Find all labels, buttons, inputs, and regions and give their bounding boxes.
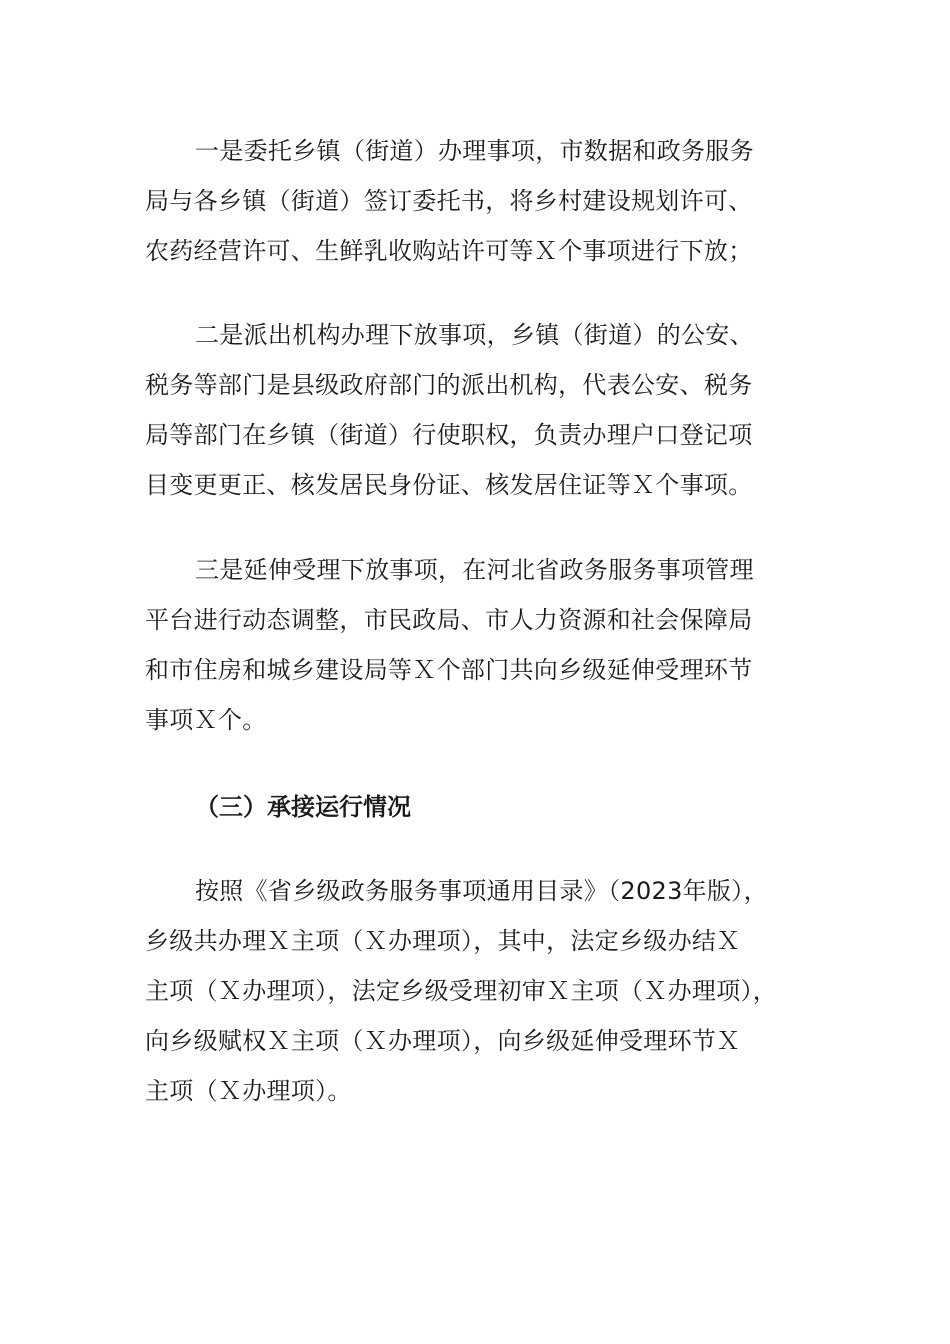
paragraph-4 [145, 866, 835, 1116]
paragraph-line: 税务等部门是县级政府部门的派出机构，代表公安、税务 [145, 371, 753, 399]
paragraph-line: 乡级共办理Ｘ主项（Ｘ办理项），其中，法定乡级办结Ｘ [145, 927, 741, 955]
paragraph-line: 按照《省乡级政务服务事项通用目录》（2023年版）， [195, 877, 768, 905]
paragraph-line: 目变更更正、核发居民身份证、核发居住证等Ｘ个事项。 [145, 471, 753, 499]
paragraph-1 [145, 126, 835, 276]
paragraph-line: 农药经营许可、生鲜乳收购站许可等Ｘ个事项进行下放； [145, 237, 753, 265]
paragraph-line: 一是委托乡镇（街道）办理事项，市数据和政务服务 [195, 137, 754, 165]
paragraph-line: 向乡级赋权Ｘ主项（Ｘ办理项），向乡级延伸受理环节Ｘ [145, 1027, 741, 1055]
paragraph-3 [145, 545, 835, 745]
paragraph-line: 局与各乡镇（街道）签订委托书，将乡村建设规划许可、 [145, 187, 753, 215]
paragraph-line: 主项（Ｘ办理项）。 [145, 1077, 352, 1105]
paragraph-line: 平台进行动态调整，市民政局、市人力资源和社会保障局 [145, 606, 753, 634]
section-heading: （三）承接运行情况 [195, 793, 411, 821]
paragraph-line: 三是延伸受理下放事项，在河北省政务服务事项管理 [195, 556, 754, 584]
paragraph-line: 事项Ｘ个。 [145, 706, 267, 734]
paragraph-line: 和市住房和城乡建设局等Ｘ个部门共向乡级延伸受理环节 [145, 656, 753, 684]
paragraph-line: 局等部门在乡镇（街道）行使职权，负责办理户口登记项 [145, 421, 753, 449]
paragraph-2 [145, 310, 835, 510]
paragraph-line: 二是派出机构办理下放事项，乡镇（街道）的公安、 [195, 321, 754, 349]
paragraph-line: 主项（Ｘ办理项），法定乡级受理初审Ｘ主项（Ｘ办理项）， [145, 977, 778, 1005]
